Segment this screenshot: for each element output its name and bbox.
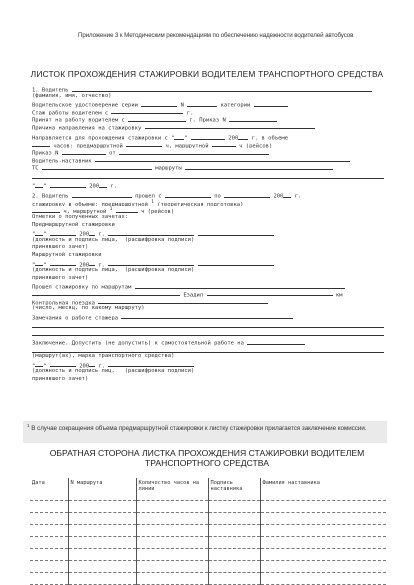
form-line-volume: стажировку в объеме: предмаршрутной $^1$ (теоретическая подготовка) [32,199,244,207]
form-line-remarks: Замечания о работе стажера [32,313,384,321]
form-line-blank-3 [32,328,384,336]
column-header-mentor: Фамилия наставника [260,478,386,501]
form-line-experience: Стаж работы водителем с г. [32,108,384,116]
form-line-route-caption: (маршрут(ах), марка транспортного средства) [32,353,175,360]
form-line-date-3: " " 200 г. [32,260,384,268]
form-line-conclusion: Заключение. Допустить (не допустить) к самостоятельной работе на [32,338,384,346]
form-line-date-2: " " 200 г. [32,229,384,237]
form-line-blank-2 [32,320,384,328]
back-side-title: ОБРАТНАЯ СТОРОНА ЛИСТКА ПРОХОЖДЕНИЯ СТАЖИРОВКИ ВОДИТЕЛЕМ ТРАНСПОРТНОГО СРЕДСТВА [49,448,365,468]
form-line-blank [32,171,384,179]
form-line-date-1: " " 200 г. [32,181,384,189]
mentor-log-table [30,478,386,585]
table-row [30,561,386,573]
form-line-hired: Принят на работу водителем с г. Приказ N [32,115,384,123]
form-line-sign-caption-1: (должность и подпись лица, (расшифровка подписи) [32,236,195,243]
column-header-route: N маршрута [68,478,136,501]
form-line-distance: Езадил км [32,290,384,298]
column-header-hours: Количество часов на линии [136,478,208,501]
form-line-driver: 1. Водитель [32,85,384,93]
form-line-reason: Причина направления на стажировку [32,123,384,131]
form-line-blank-4 [32,346,384,354]
table-row [30,501,386,513]
form-line-mentor: Водитель-наставник [32,156,384,164]
form-line-marks: Отметки о полученных зачетах: [32,214,129,220]
column-header-signature: Подпись наставника [208,478,260,501]
form-line-order: Приказ N от [32,148,384,156]
table-row [30,525,386,537]
table-header-row [30,478,386,501]
table-row [30,549,386,561]
document-title: ЛИСТОК ПРОХОЖДЕНИЯ СТАЖИРОВКИ ВОДИТЕЛЕМ ТРАНСПОРТНОГО СРЕДСТВА [30,69,384,79]
form-line-hours: часов: предмаршрутной ч, маршрутной ч (рейсов) [32,141,384,149]
form-line-routes: Прошел стажировку по маршрутам [32,282,384,290]
form-line-control-caption: (число, месяц, по какому маршруту) [32,305,145,312]
form-line-date-4: " " 200 г. [32,361,384,369]
form-line-vehicle: ТС маршруты [32,163,384,171]
form-line-fio-caption: (фамилия, имя, отчество) [32,92,112,99]
form-line-license: Водительское удостоверение серии N категории [32,100,384,108]
internship-form [32,85,384,384]
form-line-control-trip: Контрольная поездка [32,298,384,306]
form-line-pre-route: Предмаршрутной стажировки [32,221,115,228]
form-line-route-hours: ч, маршрутной $^1$ ч (рейсов) [32,206,384,214]
form-line-sign-caption-3: (должность и подпись лиц, (расшифровка подписи) [32,368,195,375]
table-row [30,513,386,525]
form-line-accepted-2: принявшего зачет) [32,274,89,281]
form-line-sent: Направляется для прохождения стажировки с " " 200 г. в объеме [32,133,384,141]
appendix-reference: Приложение 3 к Методическим рекомендациям по обеспечению надежности водителей автобусов [78,32,354,39]
form-line-sign-caption-2: (должность и подпись лица, (расшифровка подписи) [32,267,195,274]
form-line-route: Маршрутной стажировки [32,251,102,258]
form-line-driver-2: 2. Водитель прошел с по 200 г. [32,191,384,199]
form-line-accepted-3: принявшего зачет) [32,375,89,382]
column-header-date: Дата [30,478,68,501]
footnote: $^1$ В случае сокращения объема предмаршрутной стажировки к листку стажировки прилагается заключение комиссии. [23,421,387,443]
form-line-accepted-1: принявшего зачет) [32,244,89,251]
table-row [30,573,386,585]
table-row [30,537,386,549]
